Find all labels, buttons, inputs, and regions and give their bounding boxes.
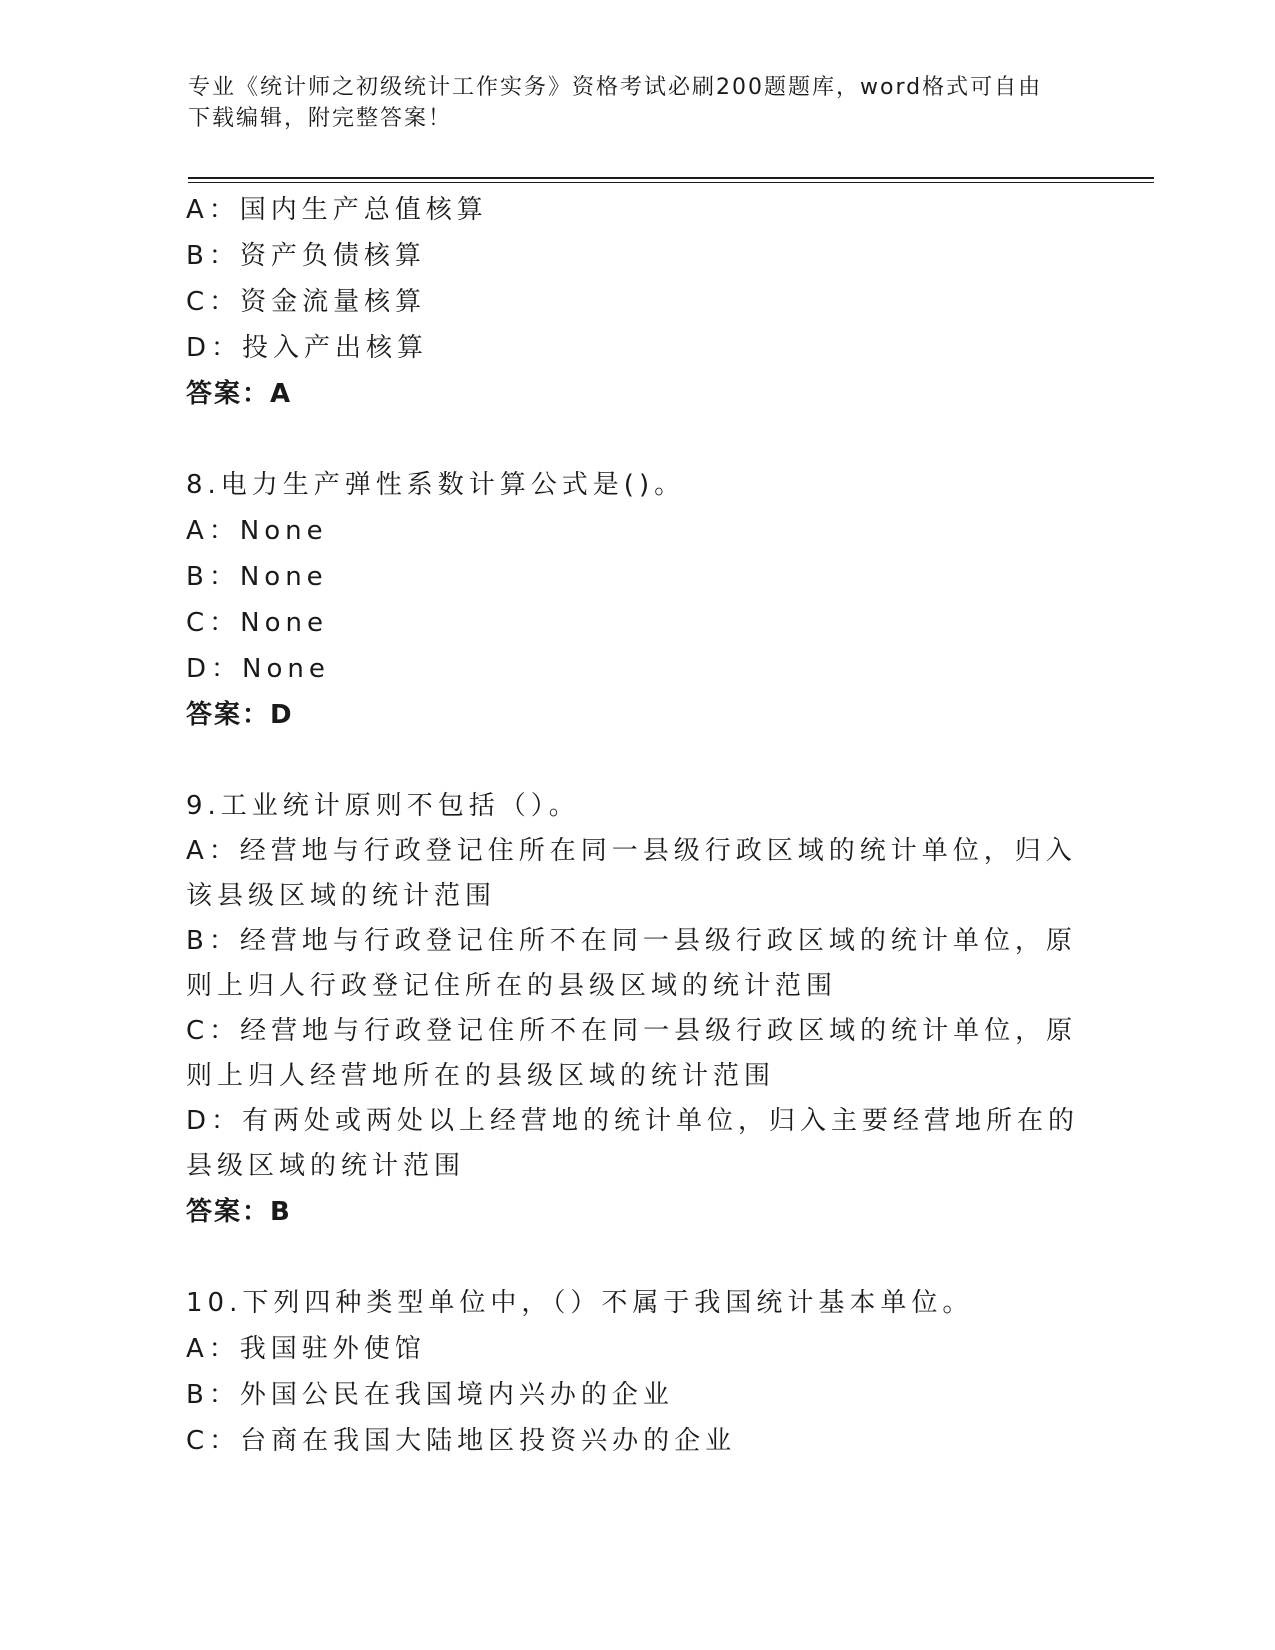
- document-header: [188, 72, 1068, 134]
- option-d: D：有两处或两处以上经营地的统计单位，归入主要经营地所在的县级区域的统计范围: [186, 1106, 1080, 1181]
- spacer: [186, 1235, 1086, 1280]
- header-line-2: 下载编辑，附完整答案！: [188, 106, 453, 131]
- question-text: 9.工业统计原则不包括（）。: [186, 791, 580, 821]
- spacer: [186, 738, 1086, 783]
- option-a: A：国内生产总值核算: [186, 195, 488, 225]
- option-b: B：外国公民在我国境内兴办的企业: [186, 1380, 674, 1410]
- option-b: B：经营地与行政登记住所不在同一县级行政区域的统计单位，原则上归人行政登记住所在的县级区域的统计范围: [186, 926, 1077, 1001]
- option-d: D：投入产出核算: [186, 333, 429, 363]
- answer: 答案：D: [186, 700, 294, 730]
- answer: 答案：B: [186, 1197, 292, 1227]
- option-c: C：None: [186, 608, 328, 638]
- header-rule-thick: [188, 177, 1154, 179]
- question-text: 8.电力生产弹性系数计算公式是()。: [186, 470, 686, 500]
- header-rule-thin: [188, 182, 1154, 183]
- option-c: C：资金流量核算: [186, 287, 427, 317]
- question-8: [186, 462, 1086, 738]
- question-text: 10.下列四种类型单位中，（）不属于我国统计基本单位。: [186, 1288, 974, 1318]
- option-c: C：经营地与行政登记住所不在同一县级行政区域的统计单位，原则上归人经营地所在的县级区域的统计范围: [186, 1016, 1078, 1091]
- answer: 答案：A: [186, 379, 293, 409]
- option-b: B：资产负债核算: [186, 241, 426, 271]
- question-9: [186, 783, 1086, 1235]
- option-a: A：经营地与行政登记住所在同一县级行政区域的统计单位，归入该县级区域的统计范围: [186, 836, 1077, 911]
- option-c: C：台商在我国大陆地区投资兴办的企业: [186, 1426, 737, 1456]
- option-a: A：None: [186, 516, 328, 546]
- header-line-1: 专业《统计师之初级统计工作实务》资格考试必刷200题题库，word格式可自由: [188, 75, 1043, 100]
- question-10: [186, 1280, 1086, 1464]
- question-7: [186, 187, 1086, 417]
- option-d: D：None: [186, 654, 330, 684]
- spacer: [186, 417, 1086, 462]
- option-a: A：我国驻外使馆: [186, 1334, 426, 1364]
- option-b: B：None: [186, 562, 328, 592]
- document-body: [186, 187, 1086, 1464]
